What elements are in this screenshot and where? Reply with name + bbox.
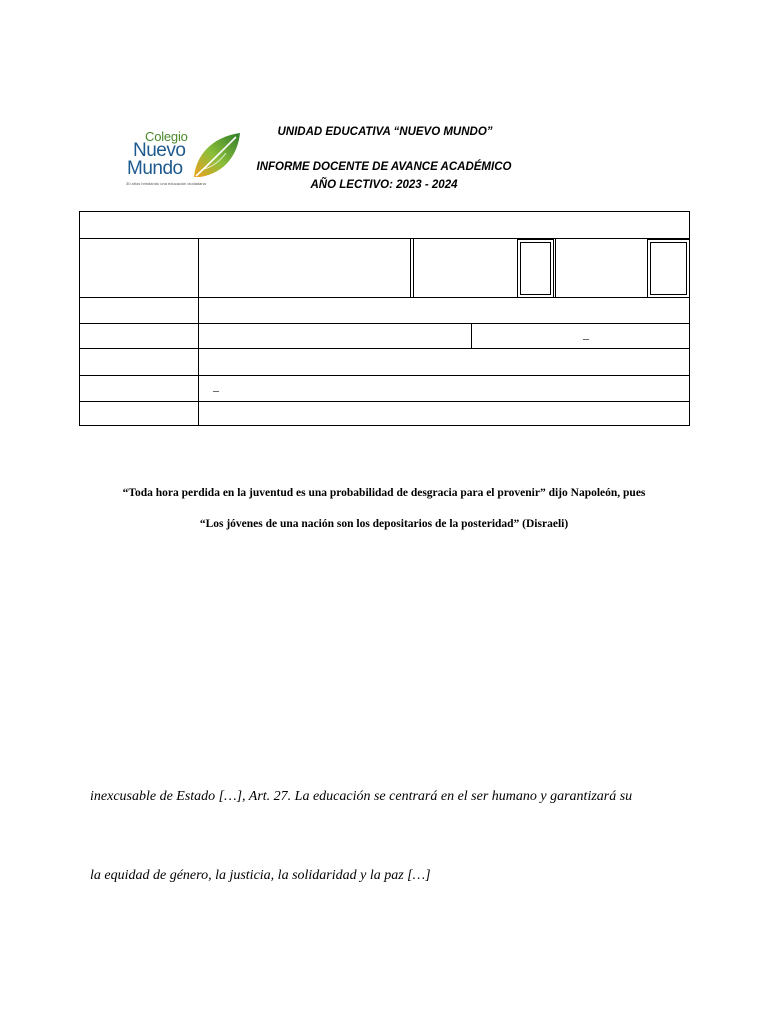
form-cell-divider — [555, 238, 556, 297]
form-row-divider — [80, 348, 690, 349]
report-title: INFORME DOCENTE DE AVANCE ACADÉMICO — [256, 161, 512, 173]
form-row-divider — [80, 375, 690, 376]
form-row-divider — [80, 238, 690, 239]
form-row-divider — [80, 297, 690, 298]
form-label-column-divider — [198, 238, 199, 426]
form-checkbox-2-inner — [650, 242, 687, 295]
logo-text-mundo: Mundo — [127, 158, 183, 179]
form-checkbox-1-inner — [520, 242, 551, 295]
form-cell-divider — [471, 323, 472, 348]
form-table — [79, 211, 690, 426]
quote-napoleon: “Toda hora perdida en la juventud es una probabilidad de desgracia para el provenir” dijo Napoleón, pues — [122, 487, 646, 499]
form-cell-divider — [413, 238, 414, 297]
form-row-divider — [80, 401, 690, 402]
form-dash: – — [213, 383, 219, 397]
body-text-line: la equidad de género, la justicia, la solidaridad y la paz […] — [90, 868, 431, 883]
quote-disraeli: “Los jóvenes de una nación son los depositarios de la posteridad” (Disraeli) — [199, 518, 569, 530]
school-year: AÑO LECTIVO: 2023 - 2024 — [310, 179, 458, 191]
logo-text-nuevo: Nuevo — [133, 140, 186, 161]
form-dash: – — [583, 331, 589, 345]
body-text-line: inexcusable de Estado […], Art. 27. La educación se centrará en el ser humano y garantizará su — [90, 789, 633, 804]
leaf-icon — [190, 131, 242, 181]
form-cell-divider — [410, 238, 411, 297]
logo-tagline: 30 años brindando una educación ciudadana — [126, 181, 206, 186]
logo-text-colegio: Colegio — [145, 129, 188, 144]
school-name: UNIDAD EDUCATIVA “NUEVO MUNDO” — [277, 126, 493, 138]
form-row-divider — [80, 323, 690, 324]
